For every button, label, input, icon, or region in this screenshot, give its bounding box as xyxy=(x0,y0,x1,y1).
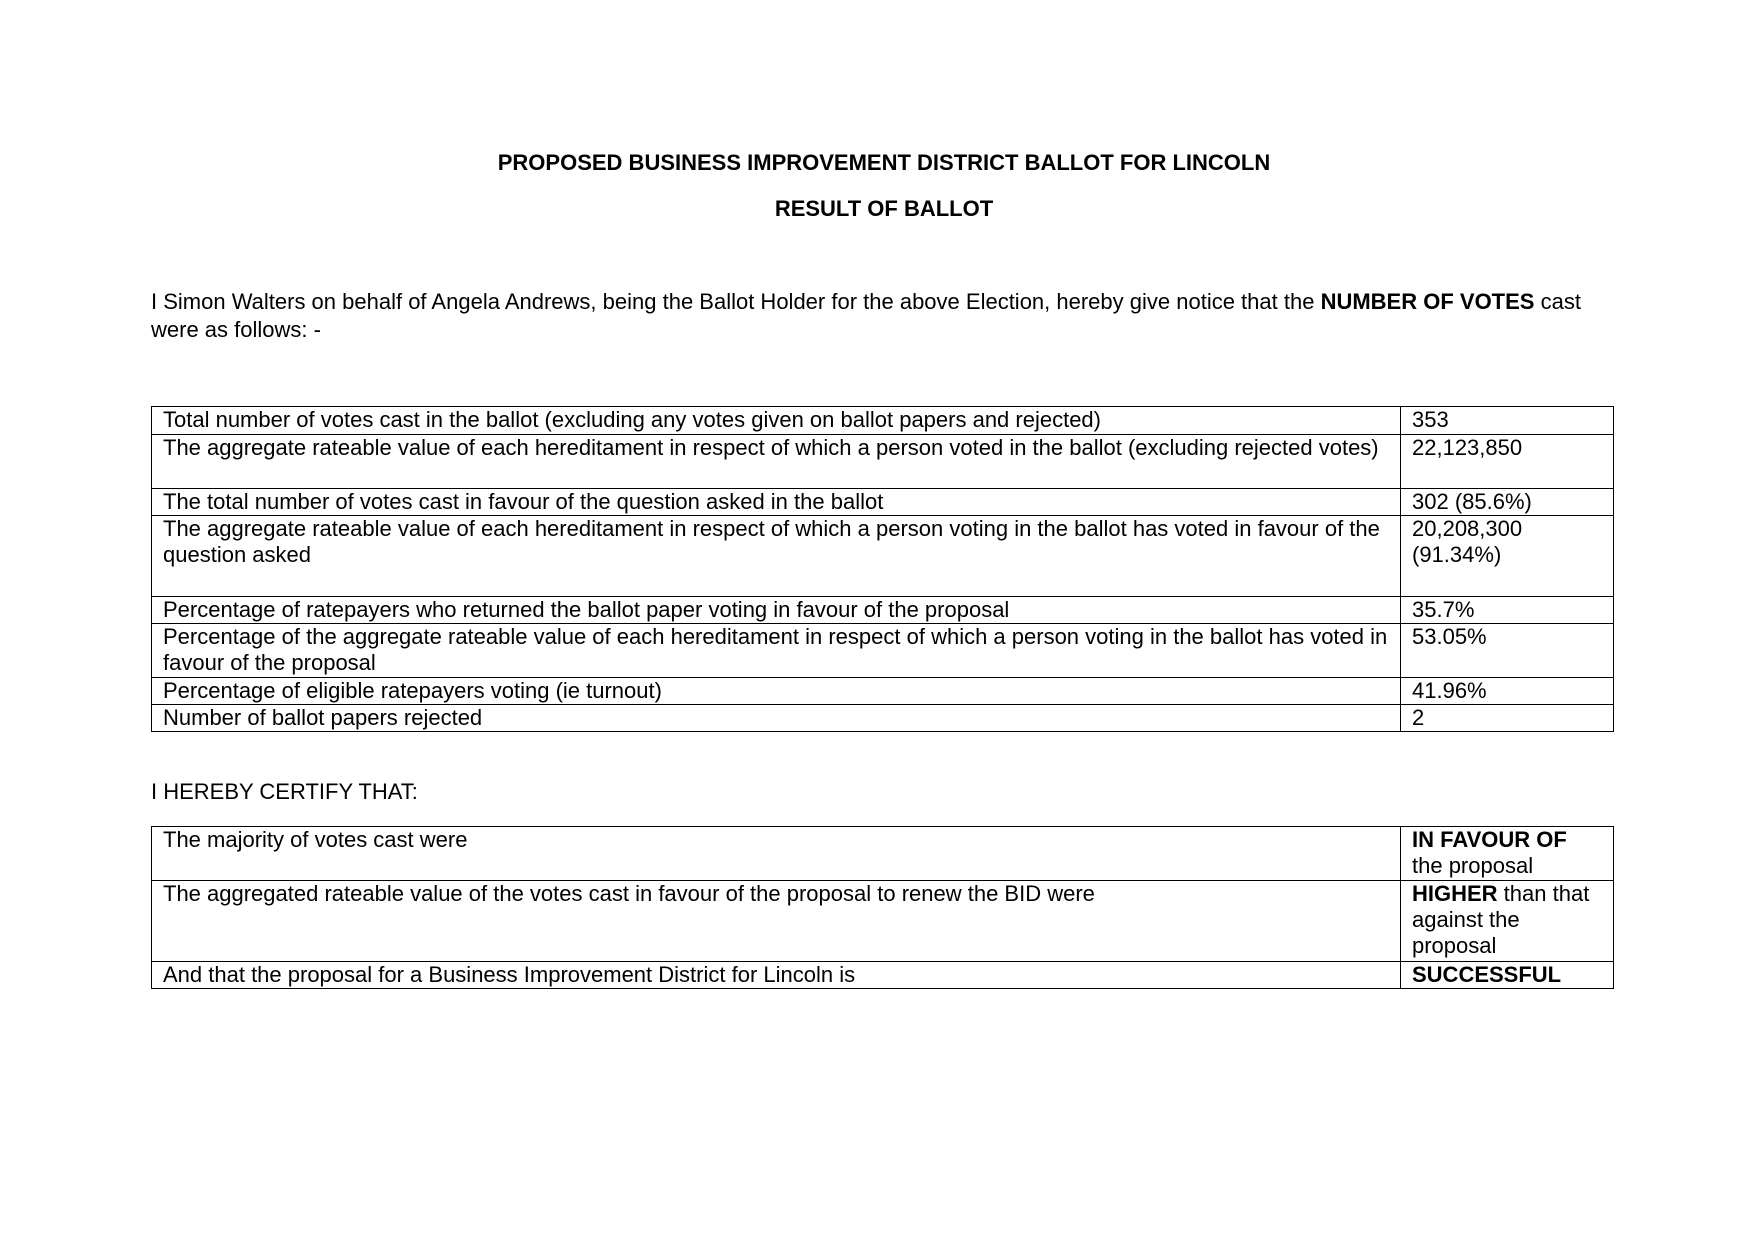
row-value-rest: the proposal xyxy=(1412,853,1534,878)
row-value: 22,123,850 xyxy=(1401,435,1614,489)
table-row xyxy=(152,597,1614,624)
intro-paragraph xyxy=(151,288,1611,344)
row-value-rest: than that against the proposal xyxy=(1412,881,1590,958)
row-label: Total number of votes cast in the ballot (excluding any votes given on ballot papers and rejected) xyxy=(152,407,1401,435)
row-value-emphasis: SUCCESSFUL xyxy=(1412,962,1562,987)
row-label: And that the proposal for a Business Improvement District for Lincoln is xyxy=(152,962,1401,989)
row-value xyxy=(1401,827,1614,881)
table-row xyxy=(152,827,1614,881)
votes-table xyxy=(151,406,1614,732)
table-row xyxy=(152,678,1614,705)
row-label: The aggregated rateable value of the votes cast in favour of the proposal to renew the BID were xyxy=(152,881,1401,962)
table-row xyxy=(152,407,1614,435)
row-value xyxy=(1401,962,1614,989)
row-value: 353 xyxy=(1401,407,1614,435)
row-value: 41.96% xyxy=(1401,678,1614,705)
row-label: The total number of votes cast in favour of the question asked in the ballot xyxy=(152,489,1401,516)
document-subtitle: RESULT OF BALLOT xyxy=(774,196,994,221)
row-value: 2 xyxy=(1401,705,1614,732)
document-title: PROPOSED BUSINESS IMPROVEMENT DISTRICT BALLOT FOR LINCOLN xyxy=(497,150,1271,175)
row-label: The aggregate rateable value of each hereditament in respect of which a person voting in the ballot has voted in favour of the question asked xyxy=(152,516,1401,597)
table-row xyxy=(152,624,1614,678)
row-label: Percentage of the aggregate rateable value of each hereditament in respect of which a person voting in the ballot has voted in favour of the proposal xyxy=(152,624,1401,678)
table-row xyxy=(152,705,1614,732)
row-value: 302 (85.6%) xyxy=(1401,489,1614,516)
row-label: Percentage of ratepayers who returned the ballot paper voting in favour of the proposal xyxy=(152,597,1401,624)
row-label: The aggregate rateable value of each hereditament in respect of which a person voted in the ballot (excluding rejected votes) xyxy=(152,435,1401,489)
row-value: 35.7% xyxy=(1401,597,1614,624)
row-label: The majority of votes cast were xyxy=(152,827,1401,881)
row-value: 20,208,300 (91.34%) xyxy=(1401,516,1614,597)
intro-tail: cast were as follows: - xyxy=(151,289,1581,342)
row-value-emphasis: HIGHER xyxy=(1412,881,1498,906)
intro-emphasis: NUMBER OF VOTES xyxy=(1320,289,1535,314)
certify-table xyxy=(151,826,1614,989)
table-row xyxy=(152,962,1614,989)
certify-heading: I HEREBY CERTIFY THAT: xyxy=(151,779,418,804)
intro-text: I Simon Walters on behalf of Angela Andrews, being the Ballot Holder for the above Election, hereby give notice that the xyxy=(151,289,1321,314)
table-row xyxy=(152,881,1614,962)
row-label: Percentage of eligible ratepayers voting (ie turnout) xyxy=(152,678,1401,705)
table-row xyxy=(152,516,1614,597)
row-value xyxy=(1401,881,1614,962)
row-value: 53.05% xyxy=(1401,624,1614,678)
table-row xyxy=(152,489,1614,516)
row-label: Number of ballot papers rejected xyxy=(152,705,1401,732)
table-row xyxy=(152,435,1614,489)
row-value-emphasis: IN FAVOUR OF xyxy=(1412,827,1567,852)
